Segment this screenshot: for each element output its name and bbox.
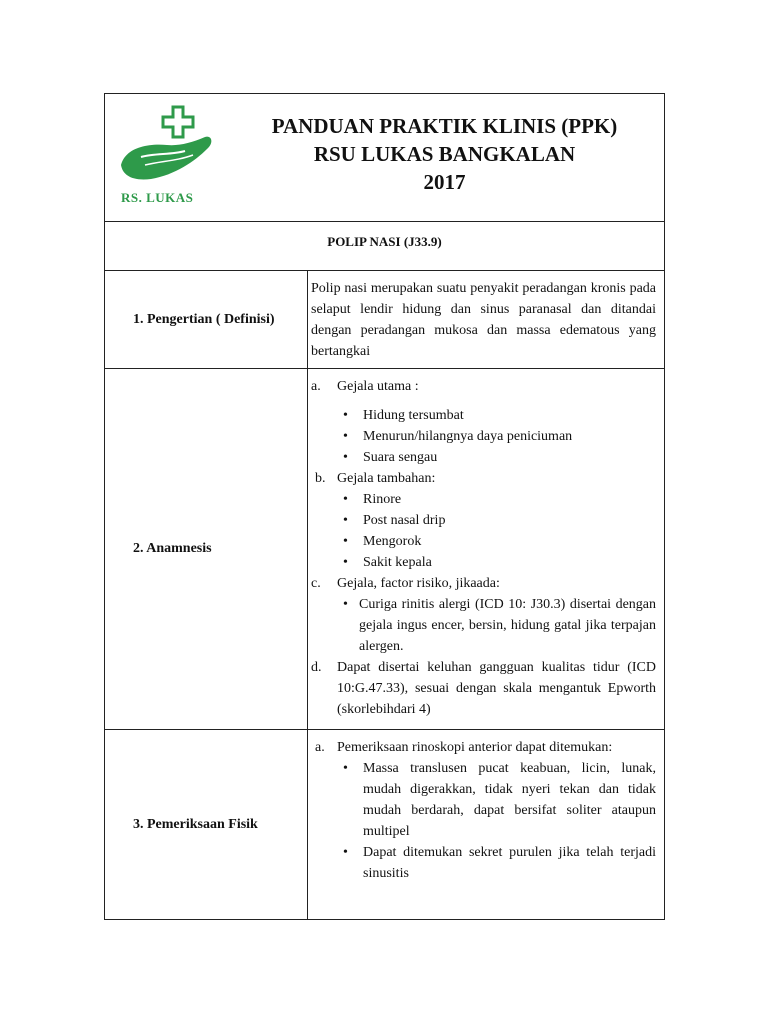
logo-text: RS. LUKAS [121, 190, 194, 205]
pengertian-text: Polip nasi merupakan suatu penyakit peradangan kronis pada selaput lendir hidung dan sinus paranasal dan ditandai dengan peradangan mukosa dan massa edematous yang bertangkai [311, 281, 656, 359]
gejala-tambahan-heading: Gejala tambahan: [337, 471, 436, 486]
divider [105, 368, 664, 369]
list-item [311, 468, 656, 489]
divider [105, 270, 664, 271]
list-item: • Mengorok [311, 531, 656, 552]
gejala-utama-heading: Gejala utama : [337, 379, 419, 394]
list-item: • Curiga rinitis alergi (ICD 10: J30.3) disertai dengan gejala ingus encer, bersin, hidung gatal jika terpajan alergen. [311, 594, 656, 657]
list-item: • Dapat ditemukan sekret purulen jika telah terjadi sinusitis [311, 842, 656, 884]
list-item: • Suara sengau [311, 447, 656, 468]
ppk-document-table [104, 93, 665, 920]
list-item: • Hidung tersumbat [311, 405, 656, 426]
list-item [311, 657, 656, 720]
pemeriksaan-fisik-content [311, 737, 656, 884]
row-label-anamnesis: 2. Anamnesis [133, 541, 212, 556]
list-marker: c. [311, 576, 321, 591]
list-marker: a. [311, 379, 321, 394]
list-item: • Sakit kepala [311, 552, 656, 573]
hospital-logo [115, 99, 215, 209]
list-item: • Post nasal drip [311, 510, 656, 531]
section-title: POLIP NASI (J33.9) [327, 234, 442, 249]
document-title [235, 112, 654, 196]
title-line-2: RSU LUKAS BANGKALAN [313, 142, 576, 166]
list-item: • Massa translusen pucat keabuan, licin, lunak, mudah digerakkan, tidak nyeri tekan dan tidak mudah berdarah, dapat bersifat soliter ataupun multipel [311, 758, 656, 842]
faktor-risiko-heading: Gejala, factor risiko, jikaada: [337, 576, 500, 591]
title-line-3: 2017 [423, 170, 466, 194]
list-item [311, 737, 656, 758]
row-label-pemeriksaan-fisik: 3. Pemeriksaan Fisik [133, 817, 258, 832]
divider [105, 221, 664, 222]
list-marker: a. [315, 740, 325, 755]
row-label-pengertian: 1. Pengertian ( Definisi) [133, 312, 275, 327]
divider [105, 729, 664, 730]
title-line-1: PANDUAN PRAKTIK KLINIS (PPK) [271, 114, 618, 138]
list-marker: d. [311, 660, 322, 675]
keluhan-tidur-text: Dapat disertai keluhan gangguan kualitas tidur (ICD 10:G.47.33), sesuai dengan skala mengantuk Epworth (skorlebihdari 4) [337, 660, 656, 717]
list-item [311, 573, 656, 594]
cross-hands-icon [115, 99, 215, 194]
list-marker: b. [315, 471, 326, 486]
list-item [311, 376, 656, 397]
anamnesis-content [311, 376, 656, 720]
rinoskopi-heading: Pemeriksaan rinoskopi anterior dapat ditemukan: [337, 740, 613, 755]
list-item: • Rinore [311, 489, 656, 510]
list-item: • Menurun/hilangnya daya peniciuman [311, 426, 656, 447]
